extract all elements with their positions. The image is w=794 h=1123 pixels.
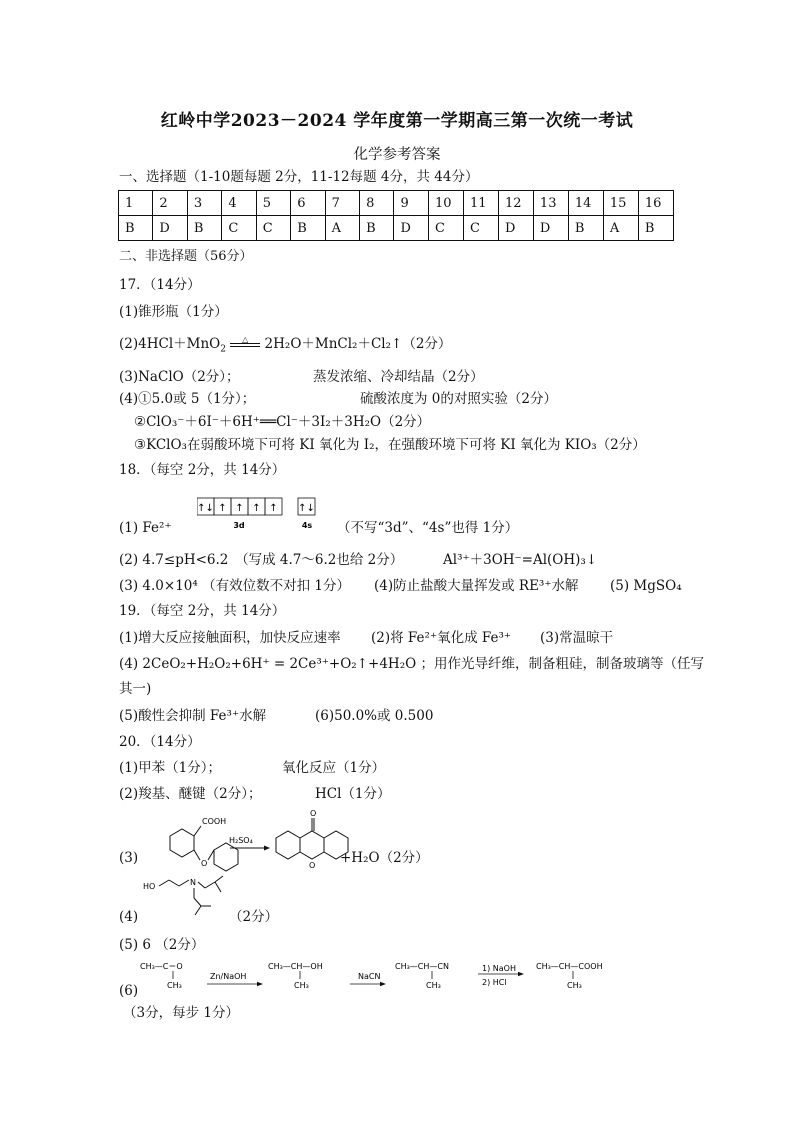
- question-number-cell: 5: [256, 191, 290, 216]
- q17-part3-a: (3)NaClO（2分）；: [119, 369, 240, 385]
- answer-table-number-row: [119, 191, 674, 216]
- answer-table: [118, 190, 674, 241]
- answer-cell: B: [638, 216, 673, 241]
- cooh-label: COOH: [202, 817, 227, 826]
- ketone-o-label: O: [310, 809, 317, 818]
- heat-condition: △: [242, 334, 249, 344]
- q20-part1-a: (1)甲苯（1分）；: [119, 760, 221, 776]
- q18-part3-a: (3) 4.0×10⁴ （有效位数不对扣 1分）: [119, 578, 350, 594]
- route-m1-bottom: CH₃: [167, 981, 182, 990]
- page-subtitle: 化学参考答案: [353, 147, 441, 163]
- route-m2-top: CH₃—CH—OH: [268, 962, 323, 971]
- answer-cell: D: [153, 216, 187, 241]
- answer-cell: A: [603, 216, 638, 241]
- q20-part1-b: 氧化反应（1分）: [282, 760, 386, 776]
- electron-arrow: ↑: [252, 503, 261, 514]
- q19-part4-b: 其一): [119, 681, 152, 697]
- reaction-equals-sign: [230, 334, 260, 347]
- product-structure: [276, 818, 348, 859]
- electron-arrow: ↑: [269, 503, 278, 514]
- question-number-cell: 14: [568, 191, 603, 216]
- electron-arrow: ↑: [218, 503, 227, 514]
- question-number-cell: 12: [498, 191, 533, 216]
- q19-part1-a: (1)增大反应接触面积，加快反应速率: [119, 630, 341, 646]
- electron-arrow: ↑↓: [197, 503, 214, 514]
- q20-part6-route: [140, 956, 660, 1000]
- route-m3-bottom: CH₃: [426, 981, 441, 990]
- answer-cell: B: [360, 216, 394, 241]
- route-m4-bottom: CH₃: [567, 981, 582, 990]
- question-number-cell: 7: [325, 191, 359, 216]
- q20-part2-a: (2)羧基、醚键（2分）；: [119, 786, 262, 802]
- orbital-4s-box: [298, 498, 315, 515]
- answer-table-answer-row: [119, 216, 674, 241]
- route-m3-top: CH₃—CH—CN: [395, 962, 449, 971]
- q17-part2: [119, 335, 451, 353]
- q19-part4-a: (4) 2CeO₂+H₂O₂+6H⁺ = 2Ce³⁺+O₂↑+4H₂O ；用作光导纤维，制备粗硅，制备玻璃等（任写: [119, 656, 704, 672]
- question-number-cell: 2: [153, 191, 187, 216]
- q18-part2-a: (2) 4.7≤pH<6.2 （写成 4.7～6.2也给 2分）: [119, 552, 404, 568]
- q20-part4-score: （2分）: [229, 909, 279, 925]
- q19-part1-b: (2)将 Fe²⁺氧化成 Fe³⁺: [371, 630, 512, 646]
- question-number-cell: 10: [428, 191, 463, 216]
- answer-cell: C: [428, 216, 463, 241]
- q17-part3-b: 蒸发浓缩、冷却结晶（2分）: [313, 369, 484, 385]
- answer-cell: B: [187, 216, 221, 241]
- q19-part5-a: (5)酸性会抑制 Fe³⁺水解: [119, 708, 267, 724]
- q17-part2-right: 2H₂O＋MnCl₂＋Cl₂↑（2分）: [264, 336, 452, 352]
- answer-cell: D: [498, 216, 533, 241]
- q17-part4-1b: 硫酸浓度为 0的对照实验（2分）: [360, 391, 557, 407]
- q17-header: 17．（14分）: [119, 277, 201, 293]
- answer-cell: D: [533, 216, 568, 241]
- route-m2-bottom: CH₃: [294, 981, 309, 990]
- answer-cell: C: [222, 216, 256, 241]
- q20-part2-b: HCl（1分）: [315, 786, 391, 802]
- answer-cell: B: [291, 216, 325, 241]
- q20-part4-structure: [143, 868, 233, 924]
- q18-part1-note: （不写“3d”、“4s”也得 1分）: [337, 520, 519, 536]
- answer-cell: C: [463, 216, 498, 241]
- q19-part5-b: (6)50.0%或 0.500: [315, 708, 434, 724]
- question-number-cell: 13: [533, 191, 568, 216]
- question-number-cell: 6: [291, 191, 325, 216]
- q18-part1-prefix: (1) Fe²⁺: [119, 520, 172, 536]
- route-m4-top: CH₃—CH—COOH: [536, 962, 603, 971]
- answer-cell: B: [568, 216, 603, 241]
- q17-part2-sub: 2: [220, 344, 226, 355]
- q19-part1-c: (3)常温晾干: [540, 630, 614, 646]
- ether-o-label: O: [201, 859, 208, 868]
- ring-o-label: O: [309, 861, 316, 870]
- question-number-cell: 15: [603, 191, 638, 216]
- question-number-cell: 8: [360, 191, 394, 216]
- nitrogen-label: N: [190, 878, 196, 887]
- h2so4-label: H₂SO₄: [229, 836, 253, 845]
- question-number-cell: 11: [463, 191, 498, 216]
- electron-arrow: ↑: [235, 503, 244, 514]
- section2-heading: 二、非选择题（56分）: [119, 249, 253, 264]
- q20-part6-label: (6): [119, 983, 139, 999]
- orbital-3d-label: 3d: [233, 521, 245, 530]
- route-m1-top: CH₃—C＝O: [140, 962, 183, 971]
- q17-part4-3: ③KClO₃在弱酸环境下可将 KI 氧化为 I₂，在强酸环境下可将 KI 氧化为 KIO₃（2分）: [134, 437, 646, 453]
- section1-heading: 一、选择题（1-10题每题 2分，11-12每题 4分，共 44分）: [119, 169, 479, 185]
- question-number-cell: 1: [119, 191, 153, 216]
- reaction-arrowhead: [264, 846, 270, 851]
- q19-header: 19．（每空 2分，共 14分）: [119, 603, 286, 619]
- question-number-cell: 4: [222, 191, 256, 216]
- answer-cell: A: [325, 216, 359, 241]
- ho-label: HO: [143, 882, 156, 891]
- question-number-cell: 3: [187, 191, 221, 216]
- orbital-3d-boxes: [197, 498, 282, 515]
- question-number-cell: 9: [394, 191, 428, 216]
- q18-part3-b: (4)防止盐酸大量挥发或 RE³⁺水解: [374, 578, 579, 594]
- electron-arrow: ↑↓: [298, 503, 315, 514]
- orbital-4s-label: 4s: [301, 521, 313, 530]
- route-reagent3-top: 1) NaOH: [482, 964, 516, 973]
- route-reagent2: NaCN: [358, 972, 381, 981]
- q17-part4-1a: (4)①5.0或 5（1分）；: [119, 391, 256, 407]
- q17-part1: (1)锥形瓶（1分）: [119, 304, 228, 320]
- q18-part2-b: Al³⁺＋3OH⁻=Al(OH)₃↓: [443, 552, 598, 568]
- q17-part4-2: ②ClO₃⁻＋6I⁻＋6H⁺══Cl⁻＋3I₂＋3H₂O（2分）: [134, 414, 431, 430]
- orbital-diagram: [197, 497, 327, 535]
- answer-cell: B: [119, 216, 153, 241]
- route-reagent1: Zn/NaOH: [210, 972, 247, 981]
- q20-header: 20．（14分）: [119, 734, 201, 750]
- page-title: 红岭中学2023－2024 学年度第一学期高三第一次统一考试: [160, 111, 634, 131]
- q20-part6-score: （3分，每步 1分）: [123, 1005, 239, 1021]
- route-reagent3-bottom: 2) HCl: [482, 978, 507, 987]
- q18-header: 18．（每空 2分，共 14分）: [119, 462, 286, 478]
- q20-part3-label: (3): [119, 850, 139, 866]
- answer-cell: C: [256, 216, 290, 241]
- q18-part3-c: (5) MgSO₄: [610, 578, 682, 594]
- q20-part4-label: (4): [119, 909, 139, 925]
- q20-part3-suffix: +H₂O（2分）: [340, 850, 429, 866]
- q20-part5: (5) 6 （2分）: [119, 937, 205, 953]
- question-number-cell: 16: [638, 191, 673, 216]
- answer-cell: D: [394, 216, 428, 241]
- q17-part2-left: (2)4HCl＋MnO: [119, 336, 221, 352]
